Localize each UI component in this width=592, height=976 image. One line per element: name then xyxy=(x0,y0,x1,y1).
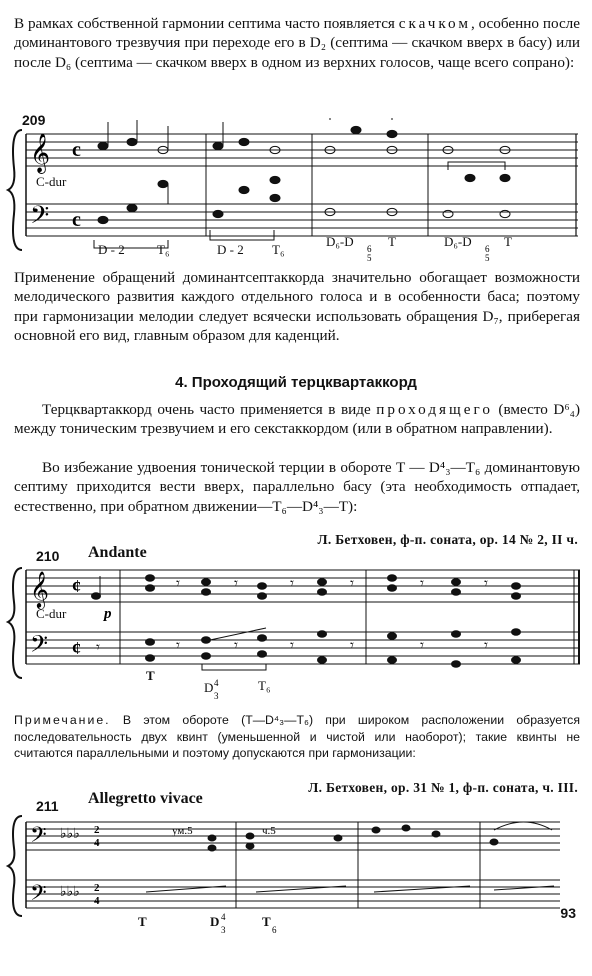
bass-clef-icon: 𝄢 xyxy=(30,823,47,852)
paragraph-intro xyxy=(14,14,580,72)
paragraph-doubling: Во избежание удвоения тонической терции в обороте T — D⁴₃—T₆ доминантовую септиму приходится вести вверх, параллельно басу (эта необходимость отпадает, естественно, при обратном движении—T₆—D⁴₃—T): xyxy=(14,459,580,515)
cut-time-icon: ¢ xyxy=(72,638,81,658)
music-example-209 xyxy=(0,118,592,288)
section-heading: 4. Проходящий терцквартаккорд xyxy=(175,374,417,391)
harmony-sublabel: 3 xyxy=(221,925,226,935)
svg-text:𝄾: 𝄾 xyxy=(96,640,100,656)
notes xyxy=(98,120,510,224)
music-example-211 xyxy=(0,808,592,938)
harmony-label: D₆-D xyxy=(326,234,354,249)
treble-clef-icon: 𝄞 xyxy=(30,135,51,172)
harmony-sublabel: 5 xyxy=(367,253,372,263)
footnote-lead: Примечание. xyxy=(14,713,111,727)
bass-clef-icon: 𝄢 xyxy=(30,881,47,910)
flat-icon: ♭♭♭ xyxy=(60,827,80,842)
svg-text:𝄾: 𝄾 xyxy=(420,576,424,592)
spaced-word: скачком xyxy=(398,15,471,32)
interval-label: ум.5 xyxy=(172,825,193,837)
bass-staff xyxy=(26,204,578,236)
paragraph-text: Терцквартаккорд очень часто применяется в виде xyxy=(42,401,371,418)
harmony-label: T xyxy=(262,914,271,929)
time-signature: 4 xyxy=(94,895,100,907)
dynamic-marking: p xyxy=(104,606,112,622)
example-number-209: 209 xyxy=(22,112,46,128)
harmony-label: D xyxy=(210,914,220,929)
harmony-label: T₆ xyxy=(272,242,285,257)
harmony-label: T xyxy=(388,234,396,249)
harmony-label: D - 2 xyxy=(98,242,125,257)
tempo-marking: Allegretto vivace xyxy=(88,790,203,807)
example-source-210: Л. Бетховен, ф-п. соната, ор. 14 № 2, II ч. xyxy=(317,532,578,547)
harmony-sublabel: 6 xyxy=(485,244,490,254)
svg-text:𝄾: 𝄾 xyxy=(290,638,294,654)
time-signature: 2 xyxy=(94,882,100,894)
svg-text:𝄾: 𝄾 xyxy=(290,576,294,592)
svg-text:𝄾: 𝄾 xyxy=(420,638,424,654)
harmony-label: T xyxy=(138,914,147,929)
notes xyxy=(92,575,521,668)
interval-label: ч.5 xyxy=(262,825,276,837)
footnote xyxy=(14,712,580,762)
harmony-label: D xyxy=(204,680,214,695)
cut-time-icon: ¢ xyxy=(72,576,81,596)
paragraph-text: (вместо D⁶₄) между тоническим трезвучием и его секстаккордом (или в обратном направлении). xyxy=(14,401,581,438)
time-signature: 4 xyxy=(94,837,100,849)
key-label: C-dur xyxy=(36,606,67,621)
key-label: C-dur xyxy=(36,174,67,189)
harmony-label: D₆-D xyxy=(444,234,472,249)
svg-text:𝄾: 𝄾 xyxy=(350,576,354,592)
harmony-label: T xyxy=(504,234,512,249)
svg-text:𝄾: 𝄾 xyxy=(176,638,180,654)
notes xyxy=(146,825,554,892)
example-source-211: Л. Бетховен, ор. 31 № 1, ф-п. соната, ч. III. xyxy=(308,780,578,795)
example-number-211: 211 xyxy=(36,798,59,814)
spaced-word: проходящего xyxy=(376,401,493,418)
bass-clef-icon: 𝄢 xyxy=(30,202,50,235)
harmony-sublabel: 3 xyxy=(214,691,219,701)
bass-clef-icon: 𝄢 xyxy=(30,632,49,663)
paragraph-text: , особенно после доминантового трезвучия при переходе его в D₂ (септима — скачком вверх в басу) или после D₆ (септима — скачком вверх в одном из верхних голосов, чаще всего сопрано): xyxy=(14,15,581,71)
harmony-sublabel: 6 xyxy=(272,925,277,935)
harmony-sublabel: 4 xyxy=(221,912,226,922)
paragraph-text: В рамках собственной гармонии септима часто появляется xyxy=(14,15,395,32)
time-signature: 2 xyxy=(94,824,100,836)
svg-text:𝄾: 𝄾 xyxy=(234,638,238,654)
svg-text:𝄾: 𝄾 xyxy=(484,576,488,592)
footnote-text: В этом обороте (T—D⁴₃—T₆) при широком расположении образуется последовательность двух квинт (уменьшенной и чистой или наоборот); такие квинты не считаются параллельными и поэтому допускаются при гармонизации: xyxy=(14,713,580,760)
harmony-label: T xyxy=(146,668,155,683)
treble-staff xyxy=(26,134,578,166)
flat-icon: ♭♭♭ xyxy=(60,885,80,900)
page-number: 93 xyxy=(560,905,576,921)
common-time-icon: c xyxy=(72,139,81,161)
harmony-sublabel: 6 xyxy=(367,244,372,254)
svg-text:𝄾: 𝄾 xyxy=(234,576,238,592)
common-time-icon: c xyxy=(72,209,81,231)
harmony-label: T₆ xyxy=(258,678,271,693)
harmony-sublabel: 4 xyxy=(214,678,219,688)
paragraph-inversions: Применение обращений доминантсептаккорда значительно обогащает возможности мелодического развития каждого отдельного голоса и в особенности баса; поэтому при гармонизации мелодии следует всячески использовать обращения D₇, приберегая основной его вид, главным образом для каденций. xyxy=(14,269,580,345)
music-example-210 xyxy=(0,556,592,706)
tempo-marking: Andante xyxy=(88,544,147,561)
svg-text:𝄾: 𝄾 xyxy=(484,638,488,654)
harmony-sublabel: 5 xyxy=(485,253,490,263)
treble-clef-icon: 𝄞 xyxy=(30,571,49,607)
paragraph-passing xyxy=(14,400,580,439)
harmony-label: D - 2 xyxy=(217,242,244,257)
harmony-label: T₆ xyxy=(157,242,170,257)
example-number-210: 210 xyxy=(36,548,60,564)
svg-text:𝄾: 𝄾 xyxy=(176,576,180,592)
svg-text:𝄾: 𝄾 xyxy=(350,638,354,654)
